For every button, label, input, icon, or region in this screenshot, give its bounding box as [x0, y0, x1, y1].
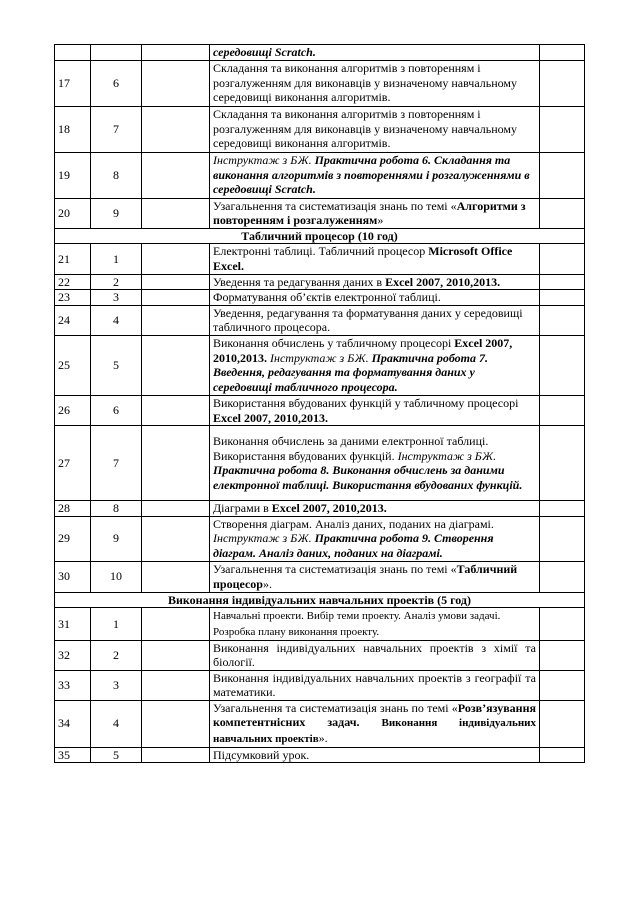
lesson-number: 29 — [55, 516, 91, 561]
notes-cell — [540, 45, 585, 61]
date-cell — [142, 700, 210, 747]
notes-cell — [540, 60, 585, 106]
lesson-number: 23 — [55, 290, 91, 306]
lesson-number: 31 — [55, 608, 91, 640]
date-cell — [142, 45, 210, 61]
lesson-row — [55, 516, 585, 561]
date-cell — [142, 335, 210, 395]
date-cell — [142, 747, 210, 763]
topic-lesson-number — [91, 45, 142, 61]
lesson-topic — [210, 747, 540, 763]
topic-lesson-number: 8 — [91, 152, 142, 198]
lesson-topic — [210, 106, 540, 152]
lesson-topic — [210, 561, 540, 592]
lesson-row — [55, 395, 585, 425]
notes-cell — [540, 290, 585, 306]
lesson-topic — [210, 198, 540, 228]
topic-lesson-number: 10 — [91, 561, 142, 592]
date-cell — [142, 501, 210, 517]
lesson-topic — [210, 516, 540, 561]
topic-lesson-number: 4 — [91, 700, 142, 747]
notes-cell — [540, 501, 585, 517]
date-cell — [142, 305, 210, 335]
lesson-row — [55, 700, 585, 747]
topic-text-segment: Форматування об’єктів електронної таблиці. — [213, 290, 441, 305]
lesson-row — [55, 45, 585, 61]
notes-cell — [540, 152, 585, 198]
topic-text-segment: Використання вбудованих функцій у табличному процесорі — [213, 395, 519, 410]
lesson-row — [55, 152, 585, 198]
lesson-number: 35 — [55, 747, 91, 763]
lesson-row — [55, 290, 585, 306]
topic-text-segment: Практична робота 7. Введення, редагування та форматування даних у середовищі табличного процесора. — [213, 350, 488, 395]
notes-cell — [540, 747, 585, 763]
topic-text-segment: Табличний процесор — [213, 562, 518, 591]
topic-text-segment: Узагальнення та систематизація знань по темі « — [213, 198, 457, 213]
date-cell — [142, 561, 210, 592]
topic-text-segment: Практична робота 8. Виконання обчислень за даними електронної таблиці. Використання вбудованих функцій. — [213, 463, 523, 492]
notes-cell — [540, 274, 585, 290]
topic-text-segment: Microsoft Office Excel. — [213, 244, 513, 273]
date-cell — [142, 395, 210, 425]
topic-lesson-number: 1 — [91, 244, 142, 274]
lesson-number: 21 — [55, 244, 91, 274]
lesson-topic — [210, 426, 540, 501]
section-title: Табличний процесор (10 год) — [55, 228, 585, 244]
lesson-topic — [210, 152, 540, 198]
date-cell — [142, 290, 210, 306]
lesson-topic — [210, 290, 540, 306]
lesson-row — [55, 561, 585, 592]
topic-text-segment: Практична робота 9. Створення діаграм. Аналіз даних, поданих на діаграмі. — [213, 531, 494, 561]
topic-text-segment: Складання та виконання алгоритмів з повторенням і розгалуженням для виконавців у визначеному навчальному середовищі виконання алгоритмів. — [213, 107, 518, 151]
lesson-topic — [210, 700, 540, 747]
date-cell — [142, 60, 210, 106]
topic-text-segment: Алгоритми з повторенням і розгалуженням — [213, 198, 526, 228]
lesson-number: 20 — [55, 198, 91, 228]
topic-text-segment: ». — [262, 576, 272, 591]
date-cell — [142, 274, 210, 290]
topic-text-segment: Виконання індивідуальних навчальних проектів з географії та математики. — [213, 670, 536, 700]
lesson-plan-body — [55, 45, 585, 763]
date-cell — [142, 244, 210, 274]
lesson-plan-table — [54, 44, 585, 763]
topic-text-segment: Excel 2007, 2010,2013. — [385, 274, 501, 289]
topic-lesson-number: 3 — [91, 670, 142, 700]
lesson-topic — [210, 640, 540, 670]
lesson-row — [55, 640, 585, 670]
lesson-number — [55, 45, 91, 61]
lesson-row — [55, 335, 585, 395]
date-cell — [142, 152, 210, 198]
lesson-row — [55, 106, 585, 152]
notes-cell — [540, 335, 585, 395]
notes-cell — [540, 700, 585, 747]
topic-lesson-number: 2 — [91, 274, 142, 290]
lesson-topic — [210, 501, 540, 517]
notes-cell — [540, 106, 585, 152]
topic-text-segment: Виконання індивідуальних навчальних проектів з хімії та біології. — [213, 640, 536, 670]
topic-text-segment: Інструктаж з БЖ. — [270, 350, 372, 365]
lesson-number: 26 — [55, 395, 91, 425]
notes-cell — [540, 670, 585, 700]
date-cell — [142, 670, 210, 700]
topic-text-segment: Excel 2007, 2010,2013. — [271, 501, 387, 516]
notes-cell — [540, 198, 585, 228]
lesson-topic — [210, 244, 540, 274]
topic-text-segment: Підсумковий урок. — [213, 747, 310, 762]
topic-lesson-number: 2 — [91, 640, 142, 670]
topic-lesson-number: 4 — [91, 305, 142, 335]
topic-text-segment: Інструктаж з БЖ. — [213, 531, 315, 546]
topic-lesson-number: 6 — [91, 60, 142, 106]
topic-text-segment: Excel 2007, 2010,2013. — [213, 336, 513, 365]
lesson-number: 30 — [55, 561, 91, 592]
topic-text-segment: Навчальні проекти. Вибір теми проекту. Аналіз умови задачі. Розробка плану виконання проекту. — [213, 610, 501, 638]
topic-text-segment: Інструктаж з БЖ. — [397, 448, 497, 463]
date-cell — [142, 608, 210, 640]
lesson-row — [55, 198, 585, 228]
topic-text-segment: Діаграми в — [213, 501, 272, 516]
section-header-row — [55, 228, 585, 244]
topic-lesson-number: 5 — [91, 335, 142, 395]
lesson-row — [55, 747, 585, 763]
notes-cell — [540, 561, 585, 592]
notes-cell — [540, 305, 585, 335]
topic-text-segment: Виконання індивідуальних навчальних проектів — [213, 717, 536, 746]
topic-text-segment: Створення діаграм. Аналіз даних, поданих на діаграмі. — [213, 516, 494, 531]
topic-text-segment: Виконання обчислень у табличному процесорі — [213, 336, 455, 351]
notes-cell — [540, 516, 585, 561]
topic-lesson-number: 9 — [91, 198, 142, 228]
topic-text-segment: Узагальнення та систематизація знань по темі « — [213, 700, 458, 715]
lesson-number: 18 — [55, 106, 91, 152]
notes-cell — [540, 608, 585, 640]
lesson-topic — [210, 60, 540, 106]
topic-lesson-number: 3 — [91, 290, 142, 306]
lesson-row — [55, 501, 585, 517]
lesson-topic — [210, 274, 540, 290]
lesson-row — [55, 426, 585, 501]
section-title: Виконання індивідуальних навчальних проектів (5 год) — [55, 592, 585, 608]
topic-text-segment: Узагальнення та систематизація знань по темі « — [213, 562, 457, 577]
lesson-number: 17 — [55, 60, 91, 106]
notes-cell — [540, 395, 585, 425]
topic-text-segment: Інструктаж з БЖ. — [213, 153, 315, 168]
lesson-number: 32 — [55, 640, 91, 670]
date-cell — [142, 198, 210, 228]
lesson-topic — [210, 335, 540, 395]
date-cell — [142, 516, 210, 561]
date-cell — [142, 106, 210, 152]
lesson-row — [55, 670, 585, 700]
lesson-topic — [210, 395, 540, 425]
lesson-row — [55, 274, 585, 290]
notes-cell — [540, 244, 585, 274]
lesson-topic — [210, 608, 540, 640]
lesson-number: 27 — [55, 426, 91, 501]
lesson-row — [55, 305, 585, 335]
topic-lesson-number: 7 — [91, 106, 142, 152]
topic-lesson-number: 8 — [91, 501, 142, 517]
topic-text-segment: Уведення та редагування даних в — [213, 274, 386, 289]
lesson-number: 33 — [55, 670, 91, 700]
topic-text-segment: Excel 2007, 2010,2013. — [213, 410, 328, 425]
lesson-topic — [210, 670, 540, 700]
section-header-row — [55, 592, 585, 608]
topic-lesson-number: 5 — [91, 747, 142, 763]
topic-text-segment: » — [377, 213, 384, 228]
topic-lesson-number: 9 — [91, 516, 142, 561]
lesson-topic — [210, 305, 540, 335]
lesson-number: 28 — [55, 501, 91, 517]
topic-text-segment: Виконання обчислень за даними електронної таблиці. Використання вбудованих функцій. — [213, 433, 489, 463]
topic-lesson-number: 6 — [91, 395, 142, 425]
topic-text-segment: Електронні таблиці. Табличний процесор — [213, 244, 429, 259]
notes-cell — [540, 426, 585, 501]
notes-cell — [540, 640, 585, 670]
topic-lesson-number: 1 — [91, 608, 142, 640]
topic-lesson-number: 7 — [91, 426, 142, 501]
lesson-row — [55, 608, 585, 640]
lesson-number: 34 — [55, 700, 91, 747]
date-cell — [142, 640, 210, 670]
topic-text-segment: Розв’язування компетентнісних задач. — [213, 700, 536, 730]
topic-text-segment: ». — [318, 731, 328, 746]
lesson-row — [55, 244, 585, 274]
topic-text-segment: Складання та виконання алгоритмів з повторенням і розгалуженням для виконавців у визначеному навчальному середовищі виконання алгоритмів. — [213, 61, 518, 105]
lesson-number: 19 — [55, 152, 91, 198]
date-cell — [142, 426, 210, 501]
topic-text-segment: середовищі Scratch. — [213, 45, 316, 59]
topic-text-segment: Практична робота 6. Складання та виконання алгоритмів з повтореннями і розгалуженнями в середовищі Scratch. — [213, 153, 530, 197]
lesson-topic — [210, 45, 540, 61]
lesson-number: 25 — [55, 335, 91, 395]
lesson-number: 22 — [55, 274, 91, 290]
lesson-row — [55, 60, 585, 106]
topic-text-segment: Уведення, редагування та форматування даних у середовищі табличного процесора. — [213, 305, 523, 335]
lesson-number: 24 — [55, 305, 91, 335]
